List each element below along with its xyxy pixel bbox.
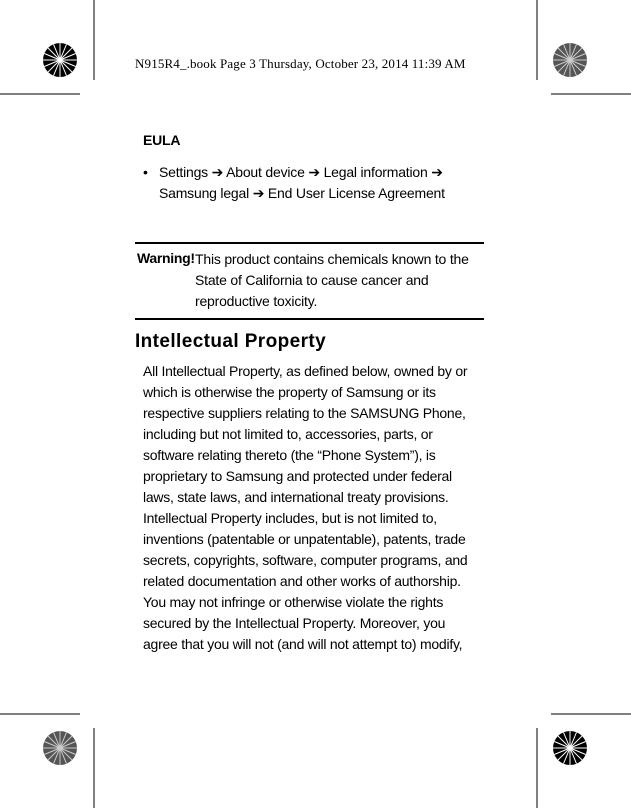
eula-path-bullet <box>143 162 483 204</box>
eula-path-line: Samsung legal ➔ End User License Agreement <box>159 185 445 201</box>
body-line: respective suppliers relating to the SAMSUNG Phone, <box>143 405 466 421</box>
warning-line: This product contains chemicals known to the <box>195 251 469 267</box>
body-line: related documentation and other works of authorship. <box>143 573 461 589</box>
section-body <box>143 361 488 655</box>
bullet-icon: • <box>143 164 148 180</box>
body-line: proprietary to Samsung and protected under federal <box>143 468 452 484</box>
body-line: laws, state laws, and international treaty provisions. <box>143 489 449 505</box>
warning-text <box>195 249 485 312</box>
warning-line: reproductive toxicity. <box>195 293 318 309</box>
section-title: Intellectual Property <box>135 331 327 352</box>
body-line: secured by the Intellectual Property. Moreover, you <box>143 615 446 631</box>
body-line: agree that you will not (and will not attempt to) modify, <box>143 636 463 652</box>
running-head: N915R4_.book Page 3 Thursday, October 23, 2014 11:39 AM <box>135 56 466 71</box>
eula-path-line: Settings ➔ About device ➔ Legal information ➔ <box>159 164 443 180</box>
body-line: including but not limited to, accessories, parts, or <box>143 426 433 442</box>
body-line: You may not infringe or otherwise violate the rights <box>143 594 444 610</box>
starburst-icon <box>553 43 587 77</box>
starburst-icon <box>553 731 587 765</box>
warning-box <box>135 242 484 320</box>
starburst-icon <box>43 43 77 77</box>
body-line: Intellectual Property includes, but is not limited to, <box>143 510 437 526</box>
body-line: which is otherwise the property of Samsung or its <box>143 384 436 400</box>
warning-line: State of California to cause cancer and <box>195 272 429 288</box>
body-line: inventions (patentable or unpatentable), patents, trade <box>143 531 466 547</box>
body-line: software relating thereto (the “Phone System”), is <box>143 447 436 463</box>
warning-label: Warning! <box>137 250 195 266</box>
eula-path-text <box>159 162 483 204</box>
starburst-icon <box>43 731 77 765</box>
eula-heading: EULA <box>143 132 181 148</box>
body-line: All Intellectual Property, as defined below, owned by or <box>143 363 468 379</box>
body-line: secrets, copyrights, software, computer programs, and <box>143 552 468 568</box>
